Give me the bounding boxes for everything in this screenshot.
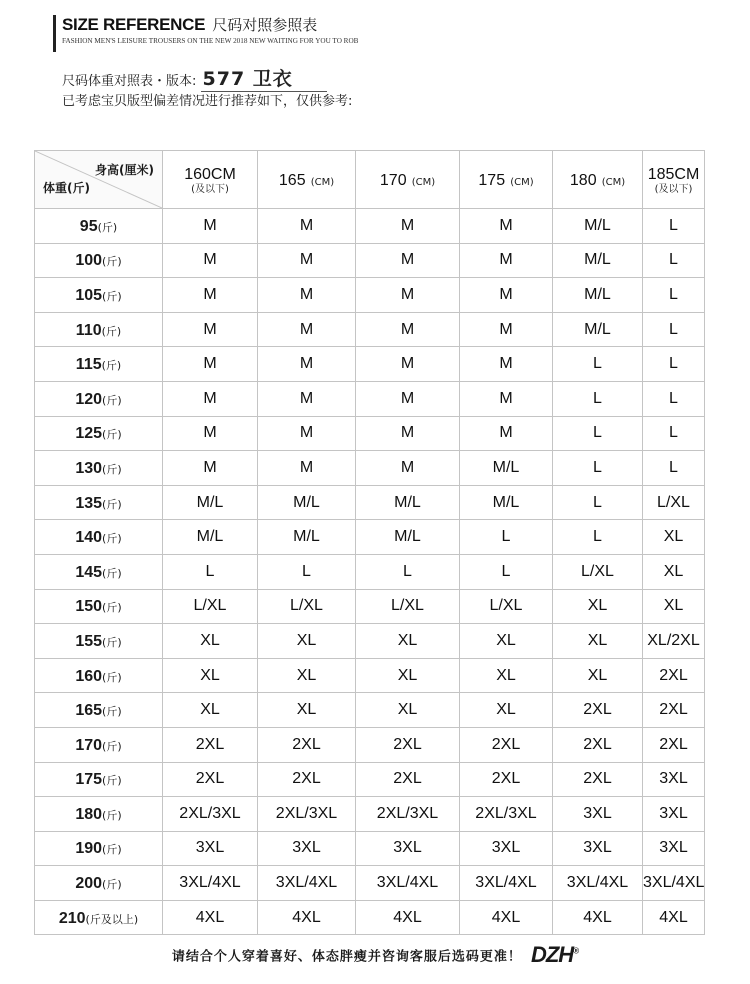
- size-cell: 2XL: [553, 762, 643, 797]
- size-cell: L: [643, 416, 705, 451]
- size-cell: 2XL/3XL: [356, 797, 460, 832]
- size-cell: XL: [553, 658, 643, 693]
- size-cell: 4XL: [356, 900, 460, 935]
- size-cell: M/L: [163, 485, 258, 520]
- weight-cell: [35, 485, 163, 520]
- version-label: 尺码体重对照表・版本:: [62, 74, 197, 89]
- weight-value: 105: [75, 286, 103, 304]
- table-row: [35, 554, 705, 589]
- size-cell: 2XL/3XL: [163, 797, 258, 832]
- size-cell: 2XL: [258, 762, 356, 797]
- size-cell: L: [643, 312, 705, 347]
- weight-unit: (斤): [102, 601, 122, 615]
- height-axis-label: 身高(厘米): [95, 163, 154, 177]
- weight-cell: [35, 658, 163, 693]
- size-cell: XL: [460, 624, 553, 659]
- weight-unit: (斤): [102, 878, 122, 892]
- weight-cell: [35, 831, 163, 866]
- size-cell: 2XL: [553, 693, 643, 728]
- size-cell: 2XL: [163, 762, 258, 797]
- column-header: 160CM (及以下): [163, 151, 258, 209]
- size-cell: 4XL: [553, 900, 643, 935]
- weight-unit: (斤): [102, 635, 122, 649]
- title-chinese: 尺码对照参照表: [212, 16, 318, 34]
- size-cell: 3XL: [553, 797, 643, 832]
- weight-value: 170: [75, 736, 103, 754]
- weight-unit: (斤): [102, 808, 122, 822]
- size-cell: XL: [356, 624, 460, 659]
- weight-unit: (斤): [102, 532, 122, 546]
- size-cell: L: [643, 347, 705, 382]
- table-row: [35, 693, 705, 728]
- size-cell: M: [163, 347, 258, 382]
- recommendation-note: 已考虑宝贝版型偏差情况进行推荐如下，仅供参考:: [62, 94, 353, 109]
- size-cell: L: [163, 554, 258, 589]
- weight-value: 190: [75, 840, 103, 858]
- weight-cell: [35, 209, 163, 244]
- table-row: [35, 624, 705, 659]
- weight-cell: [35, 797, 163, 832]
- size-cell: 2XL: [163, 727, 258, 762]
- size-cell: M/L: [356, 520, 460, 555]
- weight-value: 200: [75, 875, 103, 893]
- size-cell: 3XL: [643, 762, 705, 797]
- header-accent-bar: [53, 15, 56, 52]
- table-row: [35, 312, 705, 347]
- weight-value: 150: [75, 598, 103, 616]
- size-cell: XL: [460, 658, 553, 693]
- weight-cell: [35, 451, 163, 486]
- size-cell: M: [163, 243, 258, 278]
- weight-unit: (斤): [101, 324, 122, 338]
- size-cell: 3XL/4XL: [460, 866, 553, 901]
- size-cell: L: [643, 243, 705, 278]
- title-english: SIZE REFERENCE: [62, 15, 206, 34]
- size-cell: M: [356, 312, 460, 347]
- size-cell: 2XL/3XL: [258, 797, 356, 832]
- weight-cell: [35, 520, 163, 555]
- size-cell: M: [460, 416, 553, 451]
- size-cell: M/L: [460, 485, 553, 520]
- size-cell: M: [163, 381, 258, 416]
- size-cell: 3XL: [553, 831, 643, 866]
- weight-cell: [35, 624, 163, 659]
- column-header: 175 (CM): [460, 151, 553, 209]
- size-cell: M/L: [553, 243, 643, 278]
- weight-cell: [35, 347, 163, 382]
- table-row: [35, 727, 705, 762]
- size-cell: XL: [643, 520, 705, 555]
- table-row: [35, 589, 705, 624]
- size-cell: 2XL: [258, 727, 356, 762]
- table-row: [35, 831, 705, 866]
- size-cell: M: [258, 278, 356, 313]
- size-cell: L/XL: [258, 589, 356, 624]
- size-cell: XL: [163, 658, 258, 693]
- size-cell: L: [460, 554, 553, 589]
- size-cell: L/XL: [356, 589, 460, 624]
- weight-unit: (斤): [102, 497, 122, 511]
- table-row: [35, 416, 705, 451]
- size-cell: 3XL/4XL: [553, 866, 643, 901]
- weight-cell: [35, 416, 163, 451]
- weight-cell: [35, 312, 163, 347]
- size-cell: 2XL: [553, 727, 643, 762]
- weight-value: 130: [75, 459, 103, 477]
- size-cell: 4XL: [460, 900, 553, 935]
- footer: [0, 942, 750, 968]
- size-cell: M: [258, 312, 356, 347]
- size-cell: XL: [258, 658, 356, 693]
- table-row: [35, 278, 705, 313]
- weight-cell: [35, 278, 163, 313]
- size-cell: 2XL: [643, 727, 705, 762]
- weight-value: 180: [75, 805, 103, 823]
- size-cell: L/XL: [643, 485, 705, 520]
- size-cell: M: [163, 416, 258, 451]
- size-cell: L: [460, 520, 553, 555]
- weight-value: 95: [79, 217, 98, 235]
- weight-unit: (斤): [102, 289, 122, 303]
- size-cell: 3XL: [460, 831, 553, 866]
- weight-cell: [35, 589, 163, 624]
- size-cell: M: [460, 312, 553, 347]
- weight-cell: [35, 900, 163, 935]
- size-cell: L: [356, 554, 460, 589]
- size-cell: L: [553, 416, 643, 451]
- size-cell: XL: [258, 624, 356, 659]
- size-cell: 3XL/4XL: [163, 866, 258, 901]
- weight-cell: [35, 727, 163, 762]
- size-cell: M: [356, 243, 460, 278]
- weight-cell: [35, 554, 163, 589]
- size-cell: L: [643, 381, 705, 416]
- weight-value: 125: [75, 425, 103, 443]
- weight-unit: (斤): [102, 566, 122, 580]
- size-cell: L: [643, 209, 705, 244]
- weight-value: 135: [75, 494, 103, 512]
- size-cell: 3XL: [258, 831, 356, 866]
- weight-axis-label: 体重(斤): [43, 181, 90, 195]
- size-cell: M: [258, 381, 356, 416]
- table-row: [35, 347, 705, 382]
- size-cell: M/L: [258, 485, 356, 520]
- weight-cell: [35, 381, 163, 416]
- table-row: [35, 866, 705, 901]
- weight-unit: (斤及以上): [85, 912, 139, 926]
- weight-unit: (斤): [102, 462, 122, 476]
- size-cell: L/XL: [163, 589, 258, 624]
- size-cell: M: [163, 209, 258, 244]
- weight-unit: (斤): [102, 670, 122, 684]
- size-cell: XL: [460, 693, 553, 728]
- weight-unit: (斤): [102, 255, 122, 269]
- table-row: [35, 209, 705, 244]
- size-cell: 2XL: [460, 762, 553, 797]
- corner-header: [35, 151, 163, 209]
- size-cell: 4XL: [258, 900, 356, 935]
- size-cell: M/L: [553, 209, 643, 244]
- size-table-body: [35, 209, 705, 935]
- size-cell: M: [163, 312, 258, 347]
- size-cell: 4XL: [163, 900, 258, 935]
- size-cell: XL: [643, 554, 705, 589]
- weight-value: 165: [75, 702, 103, 720]
- size-cell: XL: [643, 589, 705, 624]
- table-row: [35, 762, 705, 797]
- size-cell: M: [258, 347, 356, 382]
- table-row: [35, 485, 705, 520]
- size-cell: L/XL: [553, 554, 643, 589]
- size-cell: 2XL/3XL: [460, 797, 553, 832]
- size-cell: 2XL: [356, 727, 460, 762]
- weight-unit: (斤): [102, 705, 122, 719]
- footer-note: 请结合个人穿着喜好、体态胖瘦并咨询客服后选码更准！: [171, 949, 522, 965]
- weight-cell: [35, 693, 163, 728]
- version-value: 577 卫衣: [201, 64, 327, 92]
- brand-name: DZH: [530, 942, 574, 967]
- weight-unit: (斤): [102, 739, 122, 753]
- size-cell: M: [258, 451, 356, 486]
- size-cell: L: [643, 451, 705, 486]
- size-cell: M: [258, 416, 356, 451]
- column-header: 165 (CM): [258, 151, 356, 209]
- table-row: [35, 797, 705, 832]
- size-cell: L: [553, 347, 643, 382]
- size-cell: M: [258, 243, 356, 278]
- size-cell: M: [163, 278, 258, 313]
- size-cell: M/L: [553, 312, 643, 347]
- size-cell: M: [460, 347, 553, 382]
- size-cell: L: [258, 554, 356, 589]
- size-cell: M: [356, 209, 460, 244]
- size-cell: M/L: [258, 520, 356, 555]
- size-cell: M/L: [356, 485, 460, 520]
- size-cell: XL: [356, 658, 460, 693]
- table-row: [35, 658, 705, 693]
- size-cell: 4XL: [643, 900, 705, 935]
- weight-value: 175: [75, 771, 103, 789]
- weight-value: 120: [75, 390, 103, 408]
- size-cell: XL: [163, 624, 258, 659]
- table-row: [35, 520, 705, 555]
- weight-unit: (斤): [102, 428, 122, 442]
- column-header: 185CM (及以下): [643, 151, 705, 209]
- weight-cell: [35, 866, 163, 901]
- size-cell: M: [460, 381, 553, 416]
- size-cell: 2XL: [643, 658, 705, 693]
- size-cell: XL: [356, 693, 460, 728]
- weight-value: 145: [75, 563, 103, 581]
- size-cell: M: [163, 451, 258, 486]
- weight-cell: [35, 762, 163, 797]
- page-title: [62, 14, 317, 35]
- size-cell: XL/2XL: [643, 624, 705, 659]
- size-cell: 3XL: [356, 831, 460, 866]
- weight-value: 155: [75, 632, 103, 650]
- brand-logo: [531, 942, 578, 967]
- table-row: [35, 900, 705, 935]
- weight-unit: (斤): [102, 774, 122, 788]
- weight-value: 160: [75, 667, 103, 685]
- size-cell: XL: [553, 589, 643, 624]
- size-cell: XL: [553, 624, 643, 659]
- size-cell: M/L: [163, 520, 258, 555]
- size-cell: L: [643, 278, 705, 313]
- size-cell: M: [460, 243, 553, 278]
- column-header: 180 (CM): [553, 151, 643, 209]
- size-cell: XL: [163, 693, 258, 728]
- size-cell: 3XL/4XL: [643, 866, 705, 901]
- weight-value: 100: [75, 252, 103, 270]
- size-cell: L: [553, 451, 643, 486]
- size-cell: M/L: [553, 278, 643, 313]
- size-cell: L: [553, 381, 643, 416]
- weight-value: 115: [75, 356, 102, 374]
- size-cell: M/L: [460, 451, 553, 486]
- size-cell: 3XL: [643, 831, 705, 866]
- size-cell: M: [258, 209, 356, 244]
- size-cell: 3XL/4XL: [258, 866, 356, 901]
- size-cell: M: [460, 278, 553, 313]
- table-row: [35, 381, 705, 416]
- size-cell: L: [553, 520, 643, 555]
- weight-cell: [35, 243, 163, 278]
- weight-unit: (斤): [102, 843, 122, 857]
- size-cell: 2XL: [356, 762, 460, 797]
- table-row: [35, 451, 705, 486]
- size-cell: 3XL: [163, 831, 258, 866]
- column-header: 170 (CM): [356, 151, 460, 209]
- size-cell: M: [356, 416, 460, 451]
- weight-value: 140: [75, 529, 103, 547]
- weight-unit: (斤): [101, 359, 122, 373]
- size-cell: M: [356, 347, 460, 382]
- size-cell: M: [460, 209, 553, 244]
- size-table: [34, 150, 705, 935]
- size-cell: 2XL: [460, 727, 553, 762]
- subtitle: FASHION MEN'S LEISURE TROUSERS ON THE NEW 2018 NEW WAITING FOR YOU TO ROB: [62, 37, 359, 45]
- table-header-row: [35, 151, 705, 209]
- size-cell: L/XL: [460, 589, 553, 624]
- size-cell: 3XL: [643, 797, 705, 832]
- weight-value: 210: [58, 909, 86, 927]
- weight-unit: (斤): [102, 393, 122, 407]
- weight-value: 110: [75, 321, 102, 339]
- size-cell: M: [356, 451, 460, 486]
- size-cell: M: [356, 278, 460, 313]
- table-row: [35, 243, 705, 278]
- registered-mark: ®: [573, 946, 579, 956]
- size-cell: 2XL: [643, 693, 705, 728]
- version-line: [62, 64, 327, 92]
- weight-unit: (斤): [97, 220, 118, 234]
- size-cell: M: [356, 381, 460, 416]
- size-cell: XL: [258, 693, 356, 728]
- size-cell: 3XL/4XL: [356, 866, 460, 901]
- size-cell: L: [553, 485, 643, 520]
